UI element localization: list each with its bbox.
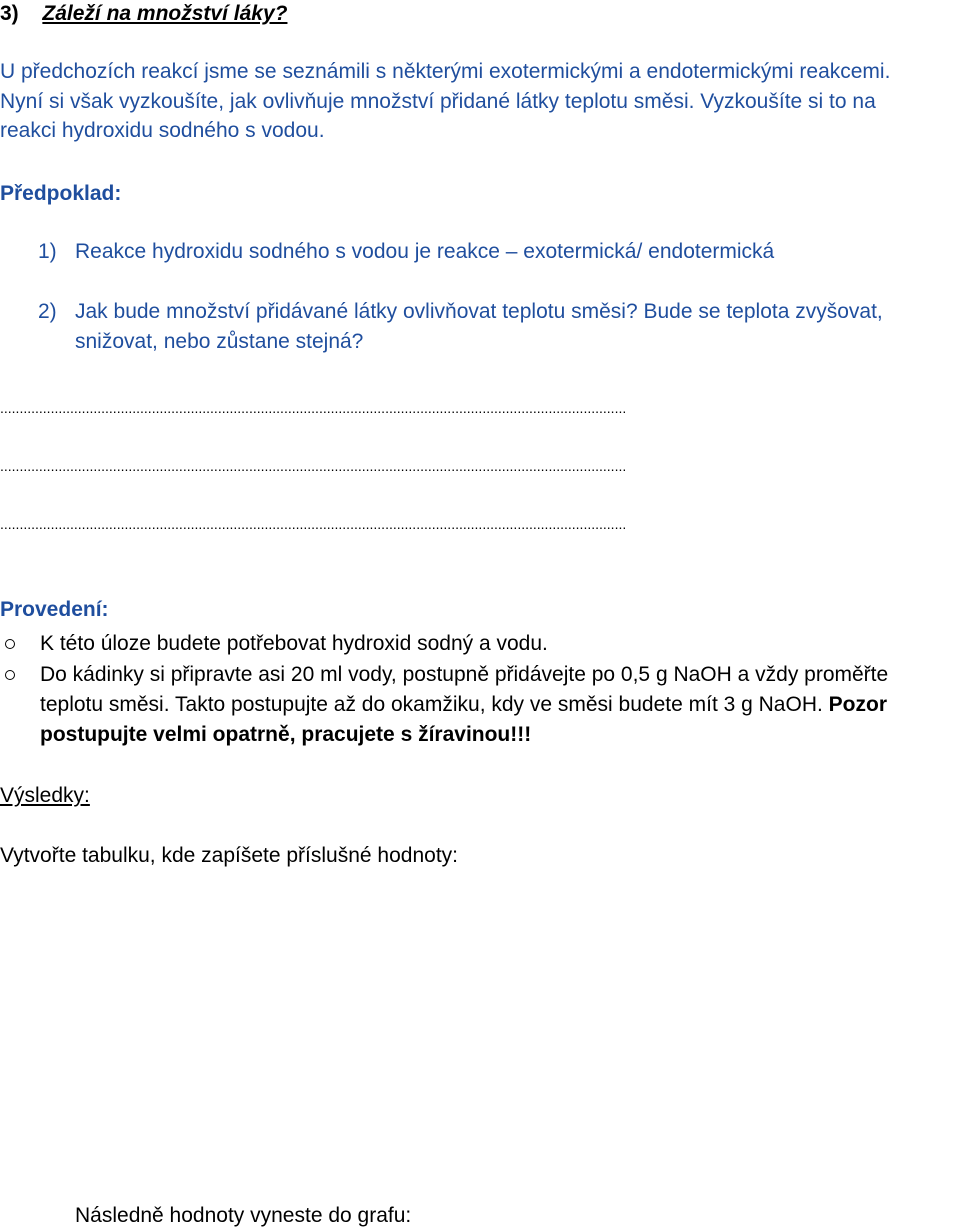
graph-instruction: Následně hodnoty vyneste do grafu: [75, 1204, 412, 1227]
procedure-warning-start: Pozor [828, 693, 888, 716]
hypothesis-item-2-line-1: Jak bude množství přidávané látky ovlivňovat teplotu směsi? Bude se teplota zvyšovat, [75, 300, 883, 323]
hypothesis-item-2-number: 2) [38, 300, 57, 323]
hypothesis-item-1-text: Reakce hydroxidu sodného s vodou je reakce – exotermická/ endotermická [75, 240, 775, 263]
results-label: Výsledky: [0, 784, 90, 807]
hypothesis-item-2-line-2: snižovat, nebo zůstane stejná? [75, 330, 364, 353]
section-title: Záleží na množství láky? [42, 2, 288, 25]
procedure-label: Provedení: [0, 598, 109, 621]
answer-line-2[interactable]: ................................................................................................................................................................. [0, 458, 627, 474]
section-number: 3) [0, 2, 19, 25]
procedure-bullet-2-line-2 [40, 691, 887, 719]
table-instruction: Vytvořte tabulku, kde zapíšete příslušné hodnoty: [0, 844, 458, 867]
intro-line-2: Nyní si však vyzkoušíte, jak ovlivňuje množství přidané látky teplotu směsi. Vyzkoušíte si to na [0, 90, 876, 113]
answer-line-1[interactable]: ................................................................................................................................................................. [0, 400, 627, 416]
hypothesis-item-1-number: 1) [38, 240, 57, 263]
procedure-bullet-2-line-2-text: teplotu směsi. Takto postupujte až do okamžiku, kdy ve směsi budete mít 3 g NaOH. [40, 693, 823, 716]
procedure-bullet-1: K této úloze budete potřebovat hydroxid sodný a vodu. [40, 632, 548, 655]
intro-line-1: U předchozích reakcí jsme se seznámili s některými exotermickými a endotermickými reakcemi. [0, 60, 891, 83]
answer-line-3[interactable]: ................................................................................................................................................................. [0, 516, 627, 532]
intro-line-3: reakci hydroxidu sodného s vodou. [0, 119, 325, 142]
procedure-bullet-2-line-1: Do kádinky si připravte asi 20 ml vody, postupně přidávejte po 0,5 g NaOH a vždy proměřte [40, 663, 889, 686]
section-heading [0, 0, 287, 28]
bullet-circle-icon [5, 670, 15, 680]
procedure-warning-line: postupujte velmi opatrně, pracujete s žíravinou!!! [40, 723, 532, 746]
hypothesis-label: Předpoklad: [0, 182, 122, 205]
bullet-circle-icon [5, 639, 15, 649]
